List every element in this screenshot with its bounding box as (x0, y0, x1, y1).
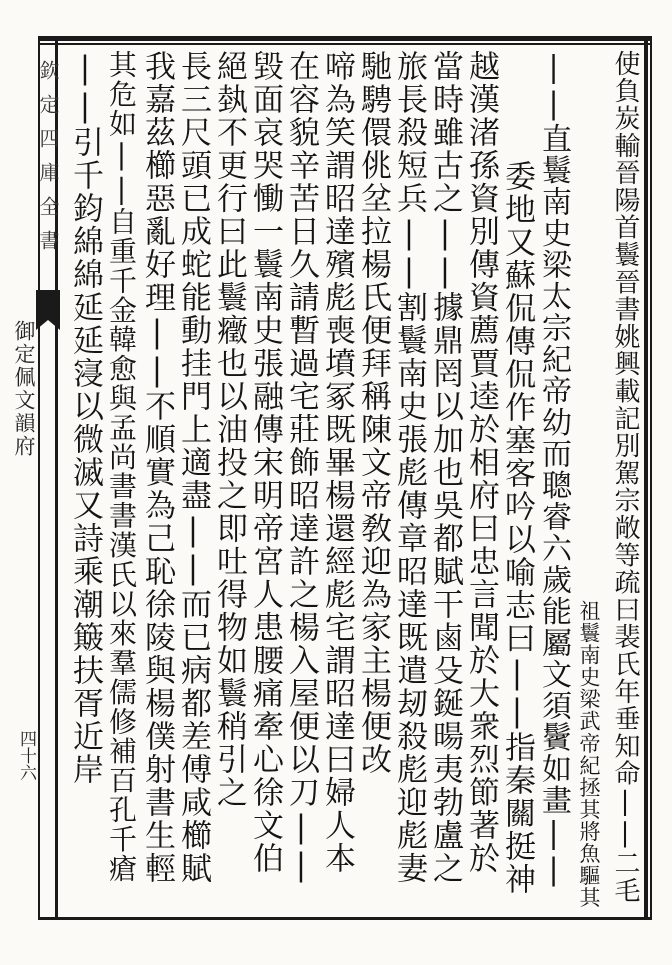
header-fragment: 欽定四庫全書 (36, 60, 60, 264)
text-column-14: 我嘉茲櫛惡亂好理||不順實為己恥徐陵與楊僕射書生輕 (139, 50, 175, 885)
text-column-15: 其危如||自重千金韓愈與孟尚書書漢氏以來羣儒修補百孔千瘡 (105, 50, 138, 884)
page-number: 四十六 (16, 730, 36, 781)
text-column-6: 當時雖古之||據鼎罔以加也吳都賦干鹵殳鋋暘夷勃盧之 (427, 50, 463, 885)
text-column-3: ||直鬟南史梁太宗紀帝幼而聰睿六歲能屬文須鬢如畫|| (536, 50, 571, 889)
text-column-5: 越漢渚孫資別傳資薦賈逵於相府曰忠言聞於大衆烈節著於 (463, 50, 499, 875)
top-border-inner (38, 43, 652, 45)
text-column-7: 旅長殺短兵||割鬟南史張彪傳章昭達既遣刼殺彪迎彪妻 (391, 50, 427, 885)
text-column-4: 委地又蘇侃傳侃作塞客吟以喻志曰||指秦關挺神 (499, 160, 535, 896)
text-column-12: 絕埶不更行曰此鬟癥也以油投之即吐得物如鬟稍引之 (211, 50, 247, 809)
top-border (38, 36, 652, 41)
text-column-1: 使負炭輸晉陽首鬟晉書姚興載記別駕宗敞等疏曰裴氏年垂知命||二毛 (610, 50, 640, 905)
text-column-9: 啼為笑謂昭達殯彪喪墳冢既畢楊還經彪宅謂昭達曰婦人本 (319, 50, 355, 875)
book-title: 御定佩文韻府 (12, 320, 36, 458)
right-border-outer (650, 36, 652, 920)
text-column-16: ||引千鈞綿綿延延寖以微滅又詩乘潮簸扶胥近岸 (67, 50, 103, 786)
bottom-border (38, 917, 652, 920)
fishtail-mark (36, 290, 60, 320)
right-border (644, 36, 648, 920)
text-column-10: 在容貌辛苦日久請暫過宅莊飾昭達許之楊入屋便以刀|| (283, 50, 319, 885)
text-column-2: 祖鬟南史梁武帝紀拯其將魚驅其 (577, 600, 601, 909)
text-column-11: 毀面哀哭慟一鬟南史張融傳宋明帝宮人患腰痛牽心徐文伯 (247, 50, 283, 875)
text-column-13: 長三尺頭已成蛇能動挂門上適盡||而已病都差傅咸櫛賦 (175, 50, 211, 885)
text-column-8: 馳騁儇佻坌拉楊氏便拜稱陳文帝敎迎為家主楊便改 (355, 50, 391, 776)
